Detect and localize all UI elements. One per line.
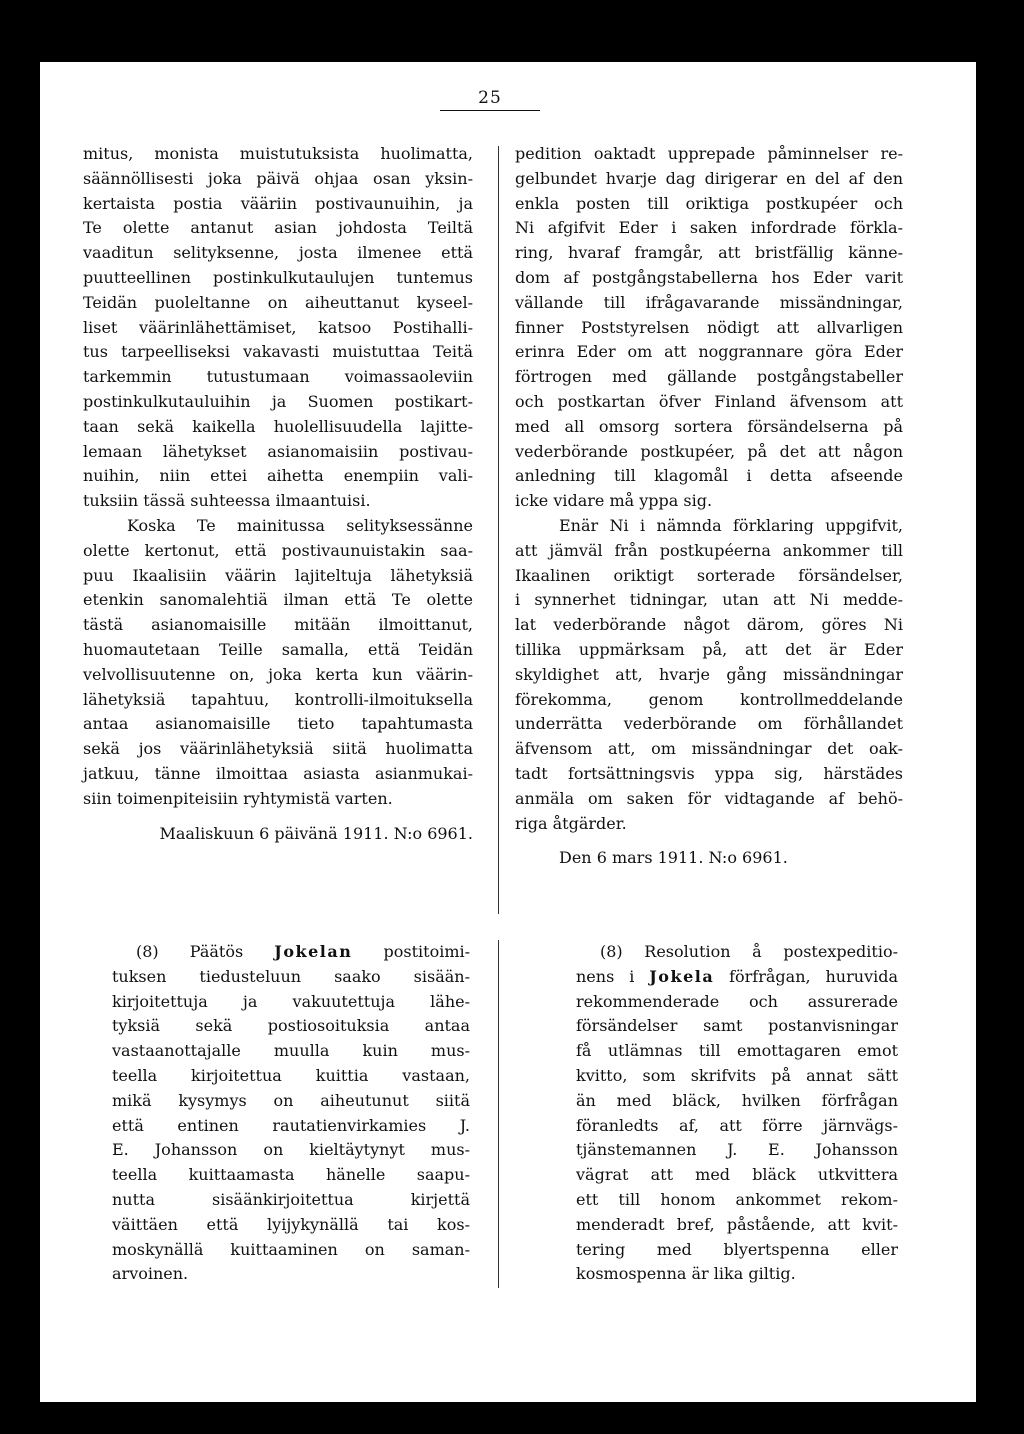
- text-line: erinra Eder om att noggrannare göra Eder: [515, 342, 903, 362]
- text-line: tuksen tiedusteluun saako sisään-: [112, 966, 470, 986]
- document-page: [40, 62, 976, 1402]
- text-line: postinkulkutauluihin ja Suomen postikart-: [83, 391, 473, 411]
- text-line: tadt fortsättningsvis yppa sig, härstädes: [515, 763, 903, 783]
- finnish-signature-line: Maaliskuun 6 päivänä 1911. N:o 6961.: [159, 823, 473, 843]
- text-line: enkla posten till oriktiga postkupéer och: [515, 193, 903, 213]
- text-line: skyldighet att, hvarje gång missändningar: [515, 664, 903, 684]
- text-line: tering med blyertspenna eller: [576, 1239, 898, 1259]
- text-line: med all omsorg sortera försändelserna på: [515, 416, 903, 436]
- text-line: sekä jos väärinlähetyksiä siitä huolimatta: [83, 739, 473, 759]
- swedish-upper-column: [515, 142, 903, 870]
- swedish-resolution-prefix: nens i: [576, 966, 650, 986]
- text-line: rekommenderade och assurerade: [576, 991, 898, 1011]
- text-line: förekomma, genom kontrollmeddelande: [515, 689, 903, 709]
- text-line: i synnerhet tidningar, utan att Ni medde-: [515, 590, 903, 610]
- text-line: E. Johansson on kieltäytynyt mus-: [112, 1140, 470, 1160]
- page-number-block: [440, 88, 540, 111]
- text-line: liset väärinlähettämiset, katsoo Postihalli-: [83, 317, 473, 337]
- text-line: moskynällä kuittaaminen on saman-: [112, 1239, 470, 1259]
- text-line: tus tarpeelliseksi vakavasti muistuttaa Teitä: [83, 342, 473, 362]
- text-line: kvitto, som skrifvits på annat sätt: [576, 1065, 898, 1085]
- text-line: tjänstemannen J. E. Johansson: [576, 1140, 898, 1160]
- text-line: säännöllisesti joka päivä ohjaa osan yksin-: [83, 168, 473, 188]
- swedish-signature-line: Den 6 mars 1911. N:o 6961.: [559, 848, 788, 868]
- text-line: mikä kysymys on aiheutunut siitä: [112, 1090, 470, 1110]
- text-line: gelbundet hvarje dag dirigerar en del af den: [515, 168, 903, 188]
- text-line: att jämväl från postkupéerna ankommer till: [515, 540, 903, 560]
- text-line: velvollisuutenne on, joka kerta kun väärin-: [83, 664, 473, 684]
- text-line: Enär Ni i nämnda förklaring uppgifvit,: [559, 515, 903, 535]
- text-line: kertaista postia vääriin postivaunuihin, ja: [83, 193, 473, 213]
- text-line: tästä asianomaisille mitään ilmoittanut,: [83, 615, 473, 635]
- text-line: ring, hvaraf framgår, att bristfällig känne-: [515, 243, 903, 263]
- finnish-resolution-place-name: Jokelan: [274, 942, 353, 961]
- text-line: anmäla om saken för vidtagande af behö-: [515, 788, 903, 808]
- text-line: etenkin sanomalehtiä ilman että Te olette: [83, 590, 473, 610]
- finnish-resolution-heading: [112, 940, 470, 965]
- text-line: dom af postgångstabellerna hos Eder varit: [515, 267, 903, 287]
- text-line: ett till honom ankommet rekom-: [576, 1189, 898, 1209]
- finnish-resolution-suffix: postitoimi-: [352, 942, 471, 961]
- text-line: puu Ikaalisiin väärin lajiteltuja lähetyksiä: [83, 565, 473, 585]
- text-line: lat vederbörande något därom, göres Ni: [515, 615, 903, 635]
- text-line: nutta sisäänkirjoitettua kirjettä: [112, 1189, 470, 1209]
- text-line: lemaan lähetykset asianomaisiin postivau-: [83, 441, 473, 461]
- text-line: riga åtgärder.: [515, 813, 627, 833]
- text-line: vällande till ifrågavarande missändningar,: [515, 292, 903, 312]
- text-line: finner Poststyrelsen nödigt att allvarligen: [515, 317, 903, 337]
- page-number-rule: [440, 110, 540, 111]
- text-line: underrätta vederbörande om förhållandet: [515, 714, 903, 734]
- swedish-resolution-section: [576, 940, 898, 1287]
- finnish-resolution-section: [112, 940, 470, 1287]
- swedish-resolution-suffix: förfrågan, huruvida: [714, 966, 898, 986]
- text-line: Ni afgifvit Eder i saken infordrade förkla-: [515, 218, 903, 238]
- column-divider-upper: [498, 146, 499, 914]
- text-line: huomautetaan Teille samalla, että Teidän: [83, 639, 473, 659]
- text-line: förtrogen med gällande postgångstabeller: [515, 367, 903, 387]
- text-line: puutteellinen postinkulkutaulujen tuntemus: [83, 267, 473, 287]
- text-line: että entinen rautatienvirkamies J.: [112, 1115, 470, 1135]
- text-line: jatkuu, tänne ilmoittaa asiasta asianmukai-: [83, 763, 473, 783]
- text-line: siin toimenpiteisiin ryhtymistä varten.: [83, 788, 393, 808]
- text-line: äfvensom att, om missändningar det oak-: [515, 739, 903, 759]
- text-line: försändelser samt postanvisningar: [576, 1016, 898, 1036]
- text-line: föranledts af, att förre järnvägs-: [576, 1115, 898, 1135]
- text-line: få utlämnas till emottagaren emot: [576, 1041, 898, 1061]
- text-line: mitus, monista muistutuksista huolimatta,: [83, 144, 473, 163]
- text-line: väittäen että lyijykynällä tai kos-: [112, 1214, 470, 1234]
- finnish-upper-column: [83, 142, 473, 846]
- finnish-resolution-prefix: (8) Päätös: [136, 942, 275, 961]
- text-line: Koska Te mainitussa selityksessänne: [127, 515, 473, 535]
- text-line: lähetyksiä tapahtuu, kontrolli-ilmoituksella: [83, 689, 473, 709]
- text-line: olette kertonut, että postivaunuistakin saa-: [83, 540, 473, 560]
- swedish-resolution-heading: (8) Resolution å postexpeditio-: [600, 942, 898, 961]
- text-line: taan sekä kaikella huolellisuudella lajitte-: [83, 416, 473, 436]
- text-line: kosmospenna är lika giltig.: [576, 1264, 796, 1284]
- text-line: antaa asianomaisille tieto tapahtumasta: [83, 714, 473, 734]
- text-line: och postkartan öfver Finland äfvensom att: [515, 391, 903, 411]
- text-line: pedition oaktadt upprepade påminnelser re-: [515, 144, 903, 163]
- finnish-resolution-body: [112, 965, 470, 1287]
- column-divider-lower: [498, 940, 499, 1288]
- swedish-resolution-line: [576, 965, 898, 990]
- text-line: vederbörande postkupéer, på det att någon: [515, 441, 903, 461]
- swedish-resolution-body: [576, 990, 898, 1288]
- text-line: Ikaalinen oriktigt sorterade försändelser,: [515, 565, 903, 585]
- page-number: 25: [478, 88, 502, 108]
- text-line: kirjoitettuja ja vakuutettuja lähe-: [112, 991, 470, 1011]
- text-line: teella kirjoitettua kuittia vastaan,: [112, 1065, 470, 1085]
- text-line: tyksiä sekä postiosoituksia antaa: [112, 1016, 470, 1036]
- text-line: teella kuittaamasta hänelle saapu-: [112, 1165, 470, 1185]
- text-line: vaaditun selityksenne, josta ilmenee että: [83, 243, 473, 263]
- text-line: tarkemmin tutustumaan voimassaoleviin: [83, 367, 473, 387]
- text-line: tuksiin tässä suhteessa ilmaantuisi.: [83, 491, 371, 511]
- text-line: Teidän puoleltanne on aiheuttanut kyseel-: [83, 292, 473, 312]
- text-line: vägrat att med bläck utkvittera: [576, 1165, 898, 1185]
- swedish-resolution-place-name: Jokela: [649, 966, 715, 986]
- text-line: anledning till klagomål i detta afseende: [515, 466, 903, 486]
- text-line: icke vidare må yppa sig.: [515, 491, 713, 511]
- text-line: menderadt bref, påstående, att kvit-: [576, 1214, 898, 1234]
- text-line: nuihin, niin ettei aihetta enempiin vali-: [83, 466, 473, 486]
- text-line: Te olette antanut asian johdosta Teiltä: [83, 218, 473, 238]
- text-line: än med bläck, hvilken förfrågan: [576, 1090, 898, 1110]
- text-line: arvoinen.: [112, 1264, 189, 1284]
- text-line: vastaanottajalle muulla kuin mus-: [112, 1041, 470, 1061]
- text-line: tillika uppmärksam på, att det är Eder: [515, 639, 903, 659]
